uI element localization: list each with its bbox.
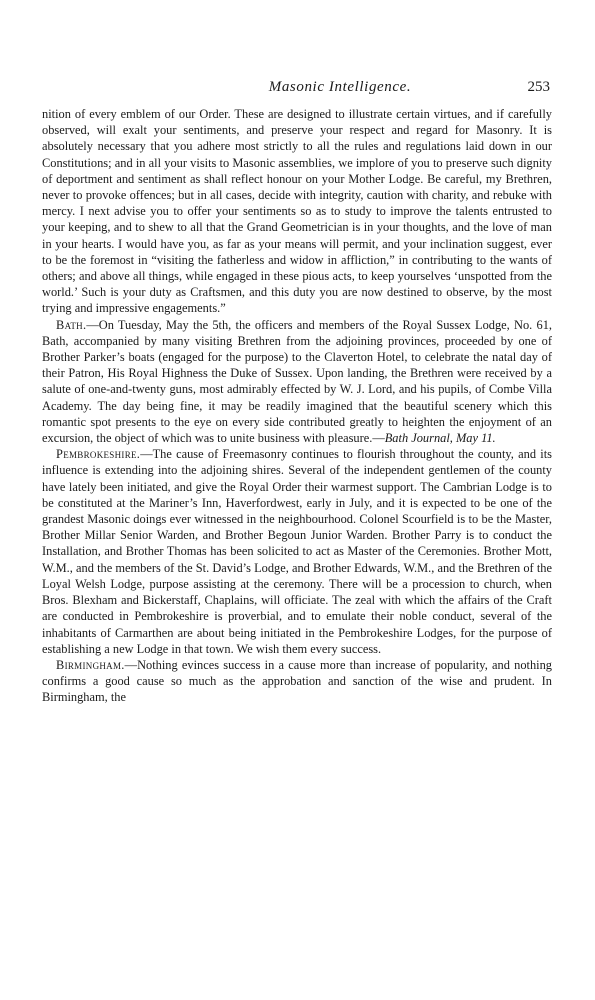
paragraph-lead: Pembrokeshire. [56,447,141,462]
paragraph-address-conclusion [42,106,552,317]
paragraph-pembrokeshire [42,446,552,657]
paragraph-text: nition of every emblem of our Order. These are designed to illustrate certain virtues, and if carefully observed, will exalt your sentiments, and preserve your respect and regard for Masonry. It is absolutely necessary that you adhere most strictly to all the rules and regulations laid down in our Constitutions; and in all your visits to Masonic assemblies, we implore of you to preserve such dignity of deportment and sentiment as shall reflect honour on your Mother Lodge. Be careful, my Brethren, never to provoke offences; but in all cases, decide with integrity, caution with charity, and rebuke with mercy. I next advise you to offer your sentiments so as to study to improve the talents entrusted to your keeping, and to shew to all that the Grand Geometrician is in your thoughts, and the love of man in your hearts. I would have you, as far as your means will permit, and your inclination suggest, ever to be the foremost in “visiting the fatherless and widow in affliction,” in contributing to the wants of others; and above all things, while engaged in these pious acts, to keep yourselves ‘unspotted from the world.’ Such is your duty as Craftsmen, and this duty you are now destined to observe, by the most trying and impressive engagements.” [42,107,552,316]
page-header [130,79,550,99]
body-text [42,106,552,706]
paragraph-text: —Nothing evinces success in a cause more than increase of popularity, and nothing confirms a good cause so much as the approbation and sanction of the wise and prudent. In Birmingham, the [42,657,552,705]
paragraph-text: —On Tuesday, May the 5th, the officers and members of the Royal Sussex Lodge, No. 61, Bath, accompanied by many visiting Brethren from the adjoining provinces, proceeded by one of Brother Parker’s boats (engaged for the purpose) to the Claverton Hotel, to celebrate the natal day of their Patron, His Royal Highness the Duke of Sussex. Upon landing, the Brethren were received by a salute of one-and-twenty guns, most admirably effected by W. J. Lord, and his pupils, of Combe Villa Academy. The day being fine, it may be readily imagined that the beautiful scenery which this romantic spot presents to the eye on every side contributed greatly to heighten the enjoyment of an excursion, the object of which was to unite business with pleasure.— [42,317,552,446]
page-number: 253 [527,79,550,95]
paragraph-text: —The cause of Freemasonry continues to flourish throughout the county, and its influence is extending into the adjoining shires. Several of the independent gentlemen of the county have lately been initiated, and give the Royal Order their warmest support. The Cambrian Lodge is to be constituted at the Mariner’s Inn, Haverfordwest, early in July, and it is expected to be one of the grandest Masonic doings ever witnessed in the neighbourhood. Colonel Scourfield is to be the Master, Brother Millar Senior Warden, and Brother Begoun Junior Warden. Brother Parry is to conduct the Installation, and Brother Thomas has been solicited to act as Master of the Ceremonies. Brother Mott, W.M., and the members of the St. David’s Lodge, and Brother Edwards, W.M., and the Brethren of the Loyal Welsh Lodge, purpose assisting at the ceremony. There will be a procession to church, when Bros. Blexham and Bickerstaff, Chaplains, will officiate. The zeal with which the affairs of the Craft are conducted in Pembrokeshire is proverbial, and to emulate their noble conduct, several of the inhabitants of Carmarthen are about being initiated in the Pembrokeshire Lodges, for the purpose of establishing a new Lodge in that town. We wish them every success. [42,447,552,656]
paragraph-birmingham [42,657,552,706]
paragraph-bath [42,317,552,447]
paragraph-lead: Birmingham. [56,657,125,672]
running-title: Masonic Intelligence. [268,79,412,95]
paragraph-lead: Bath. [56,317,87,332]
paragraph-source: Bath Journal, May 11. [384,431,496,446]
